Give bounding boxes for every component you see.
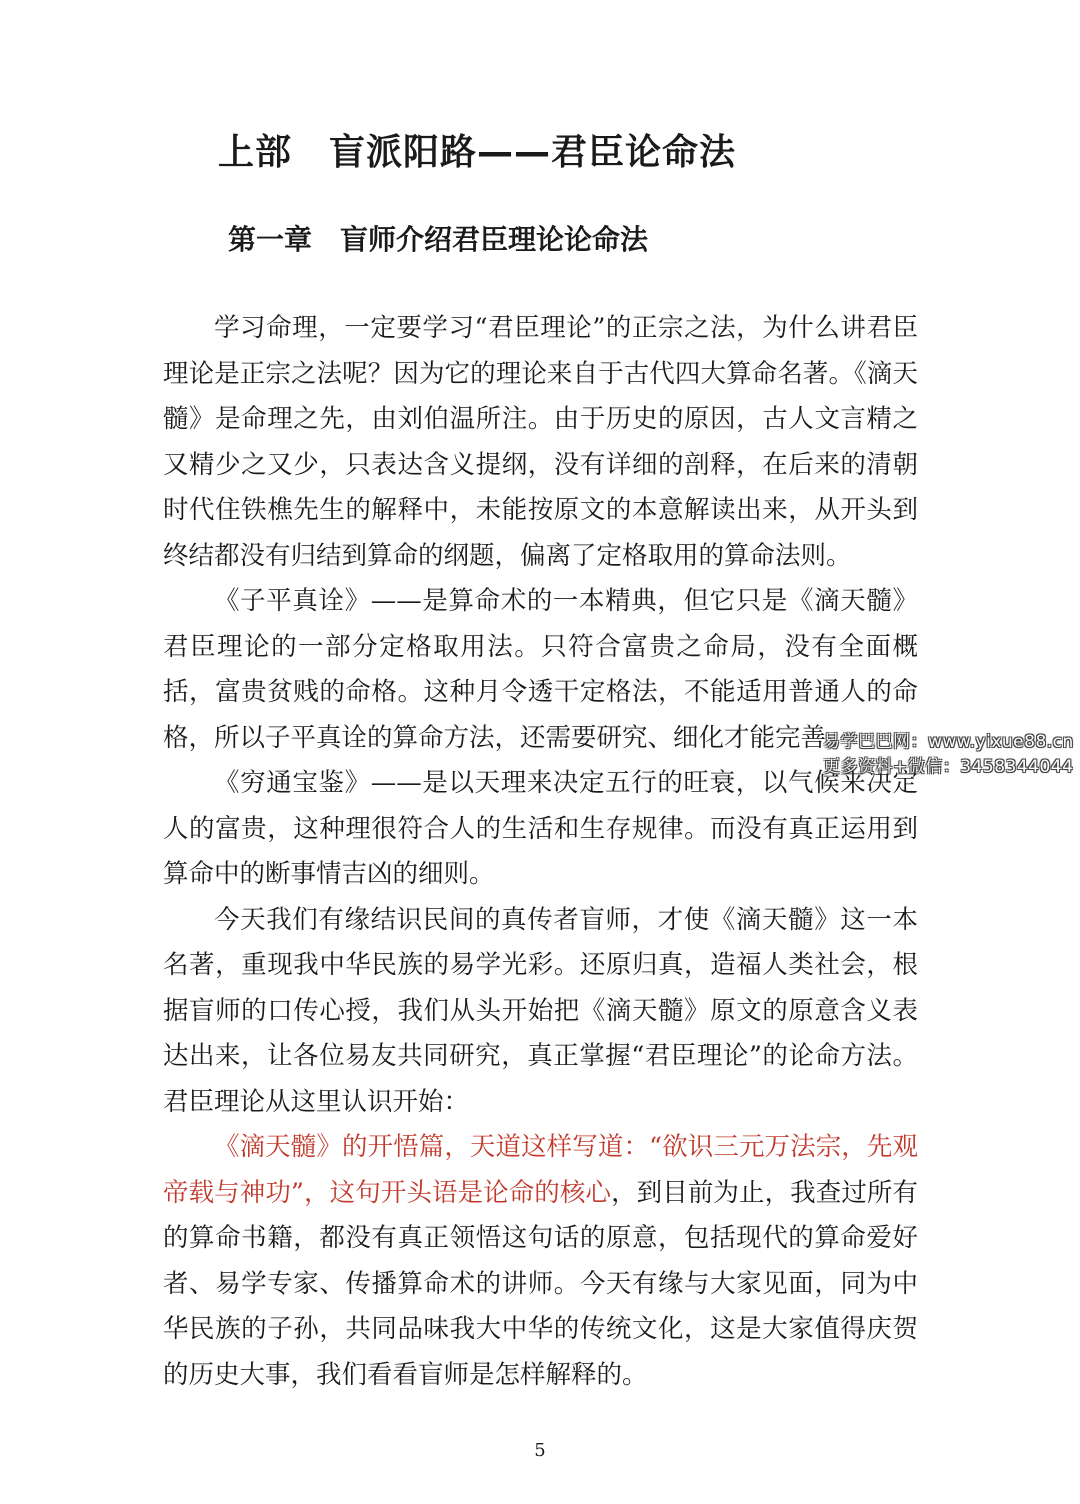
paragraph-2: 《子平真诠》——是算命术的一本精典，但它只是《滴天髓》君臣理论的一部分定格取用法。只符合富贵之命局，没有全面概括，富贵贫贱的命格。这种月令透干定格法，不能适用普通人的命格，所以子平真诠的算命方法，还需要研究、细化才能完善。 xyxy=(163,586,918,753)
paragraph-4: 今天我们有缘结识民间的真传者盲师，才使《滴天髓》这一本名著，重现我中华民族的易学光彩。还原归真，造福人类社会，根据盲师的口传心授，我们从头开始把《滴天髓》原文的原意含义表达出来，让各位易友共同研究，真正掌握“君臣理论”的论命方法。君臣理论从这里认识开始： xyxy=(163,904,918,1117)
paragraph-1: 学习命理，一定要学习“君臣理论”的正宗之法，为什么讲君臣理论是正宗之法呢？因为它的理论来自于古代四大算命名著。《滴天髓》是命理之先，由刘伯温所注。由于历史的原因，古人文言精之又精少之又少，只表达含义提纲，没有详细的剖释，在后来的清朝时代住铁樵先生的解释中，未能按原文的本意解读出来，从开头到终结都没有归结到算命的纲题，偏离了定格取用的算命法则。 xyxy=(163,313,918,571)
watermark xyxy=(823,730,1074,780)
page-number: 5 xyxy=(534,1440,546,1461)
paragraph-5-rest: ，到目前为止，我查过所有的算命书籍，都没有真正领悟这句话的原意，包括现代的算命爱好者、易学专家、传播算命术的讲师。今天有缘与大家见面，同为中华民族的子孙，共同品味我大中华的传统文化，这是大家值得庆贺的历史大事，我们看看盲师是怎样解释的。 xyxy=(163,1177,918,1390)
part-title: 上部 盲派阳路——君臣论命法 xyxy=(218,132,737,173)
paragraph-5 xyxy=(163,1125,918,1398)
paragraph-3: 《穷通宝鉴》——是以天理来决定五行的旺衰，以气候来决定人的富贵，这种理很符合人的生活和生存规律。而没有真正运用到算命中的断事情吉凶的细则。 xyxy=(163,768,918,889)
body-text xyxy=(163,306,918,1398)
highlighted-quote: 《滴天髓》的开悟篇，天道这样写道：“欲识三元万法宗，先观帝载与神功”，这句开头语是论命的核心 xyxy=(163,1132,918,1208)
watermark-line-1: 易学巴巴网：www.yixue88.cn xyxy=(823,732,1074,752)
watermark-line-2: 更多资料+微信：3458344044 xyxy=(823,757,1074,777)
chapter-title: 第一章 盲师介绍君臣理论论命法 xyxy=(228,223,649,256)
